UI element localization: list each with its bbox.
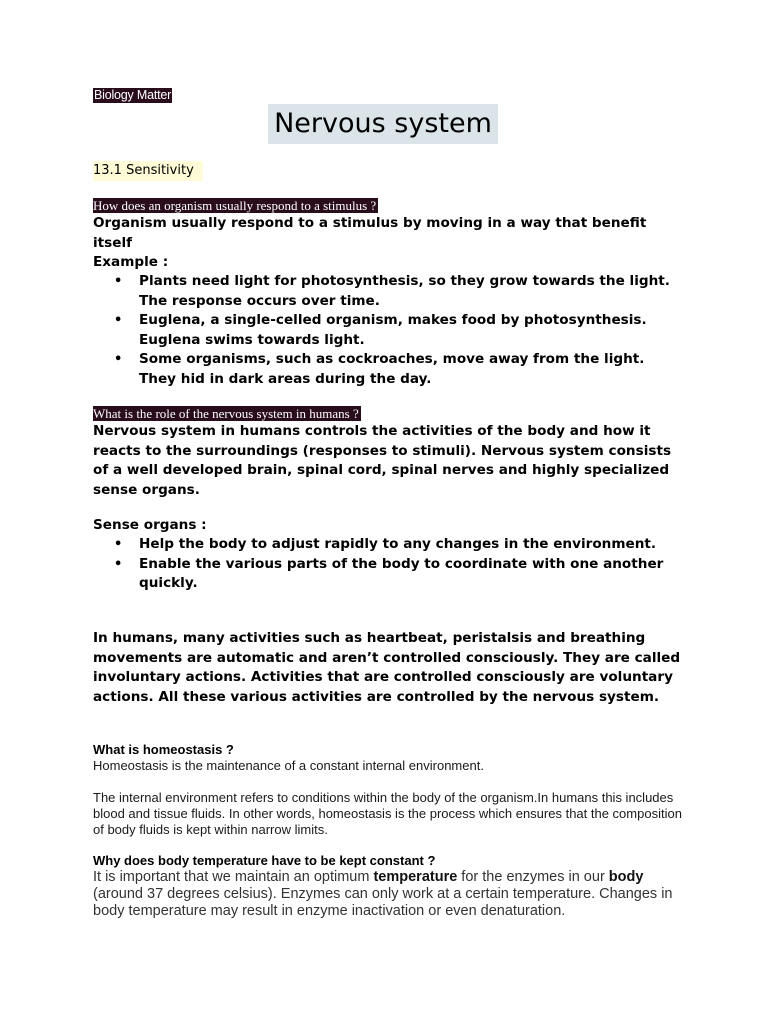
example-list <box>93 272 683 389</box>
answer-1: Organism usually respond to a stimulus by moving in a way that benefit itself <box>93 215 647 251</box>
homeostasis-paragraph: The internal environment refers to conditions within the body of the organism.In humans this includes blood and tissue fluids. In other words, homeostasis is the process which ensures that the composition of body fluids is kept within narrow limits. <box>93 790 682 837</box>
answer-4-text: (around 37 degrees celsius). Enzymes can only work at a certain temperature. Changes in body temperature may result in enzyme inactivation or even denaturation. <box>93 886 673 919</box>
answer-3: Homeostasis is the maintenance of a constant internal environment. <box>93 758 484 773</box>
list-item: • Plants need light for photosynthesis, so they grow towards the light. The response occurs over time. <box>93 272 683 311</box>
answer-4 <box>93 869 678 920</box>
answer-2: Nervous system in humans controls the activities of the body and how it reacts to the surroundings (responses to stimuli). Nervous system consists of a well developed brain, spinal cord, spinal nerves and highly specialized sense organs. <box>93 423 672 498</box>
header-tag: Biology Matter <box>94 88 172 102</box>
answer-4-text: for the enzymes in our <box>457 869 609 885</box>
list-item: • Euglena, a single-celled organism, makes food by photosynthesis. Euglena swims towards light. <box>93 311 683 350</box>
example-label: Example : <box>93 254 169 270</box>
question-heading-4: Why does body temperature have to be kept constant ? <box>93 853 436 868</box>
answer-4-bold-body: body <box>608 869 644 885</box>
answer-4-bold-temperature: temperature <box>373 869 458 885</box>
sense-organs-list <box>93 535 683 594</box>
question-heading-3: What is homeostasis ? <box>93 742 234 757</box>
list-item: • Enable the various parts of the body to coordinate with one another quickly. <box>93 555 683 594</box>
sense-organs-label: Sense organs : <box>93 517 207 533</box>
question-heading-2: What is the role of the nervous system in humans ? <box>93 406 359 421</box>
involuntary-actions-paragraph: In humans, many activities such as heartbeat, peristalsis and breathing movements are automatic and aren’t controlled consciously. They are called involuntary actions. Activities that are controlled consciously are voluntary actions. All these various activities are controlled by the nervous system. <box>93 630 681 705</box>
list-item: • Help the body to adjust rapidly to any changes in the environment. <box>93 535 683 555</box>
page-title: Nervous system <box>268 104 498 144</box>
answer-4-text: It is important that we maintain an optimum <box>93 869 374 885</box>
list-item: • Some organisms, such as cockroaches, move away from the light. They hid in dark areas during the day. <box>93 350 683 389</box>
question-heading-1: How does an organism usually respond to a stimulus ? <box>93 198 377 213</box>
section-heading: 13.1 Sensitivity <box>93 161 203 181</box>
